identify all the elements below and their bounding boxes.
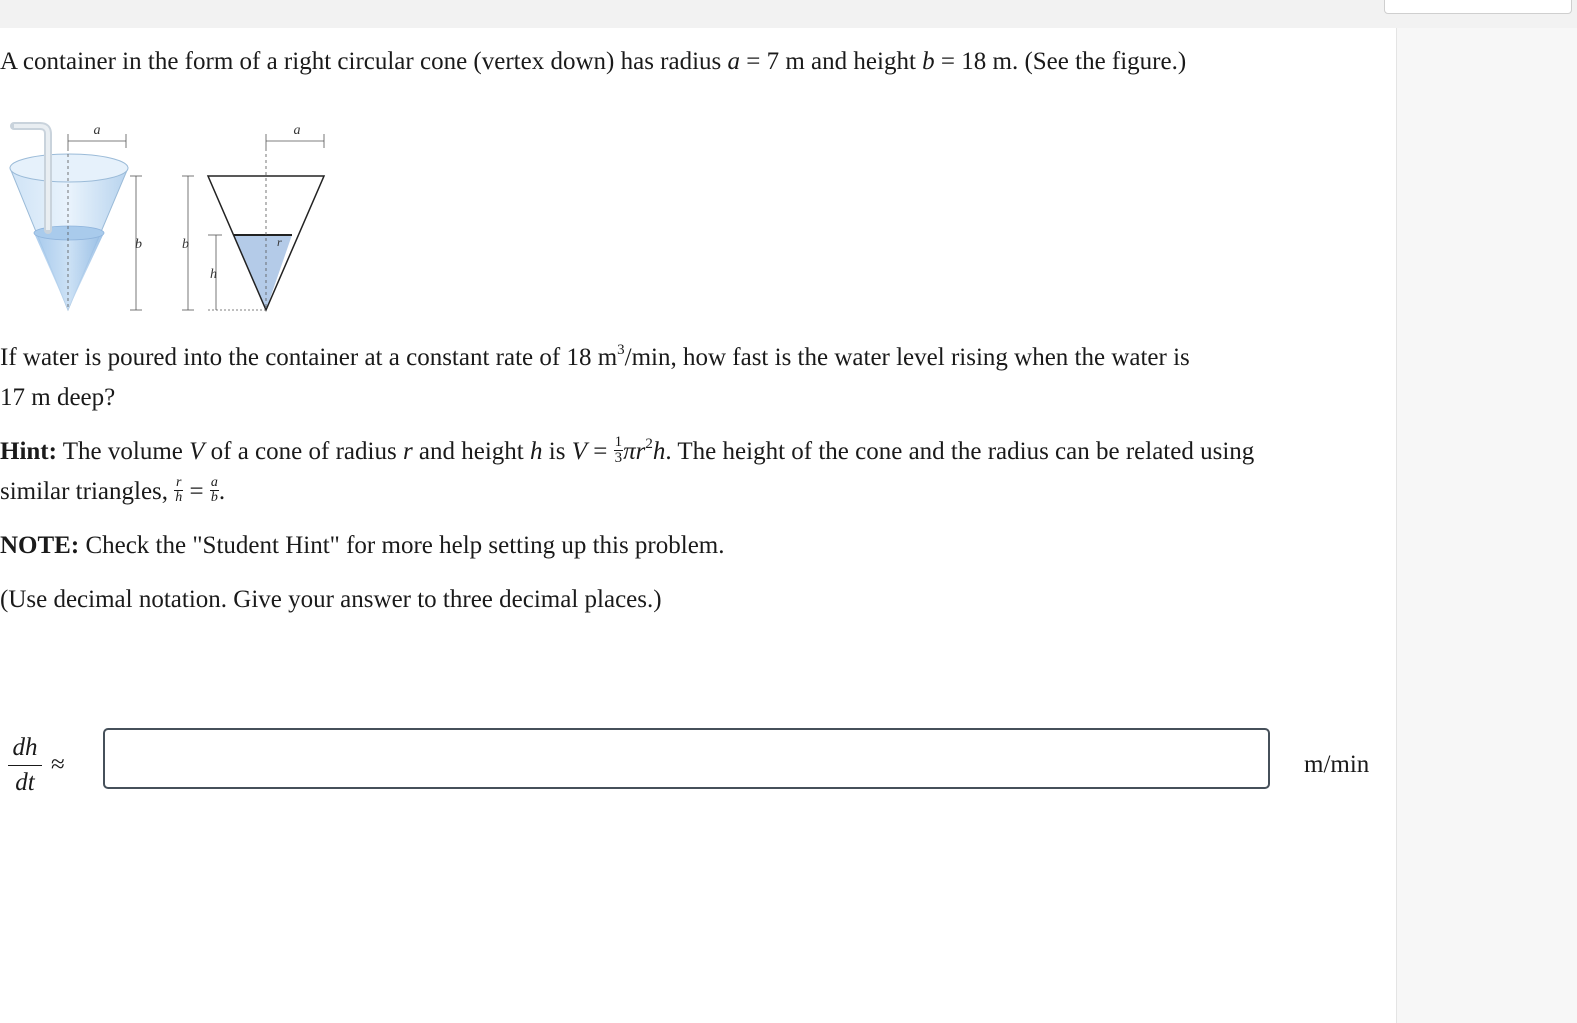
instruction-text: (Use decimal notation. Give your answer to three decimal places.) xyxy=(0,586,662,613)
question-line-2: 17 m deep? xyxy=(0,384,116,411)
problem-intro: A container in the form of a right circular cone (vertex down) has radius a = 7 m and height b = 18 m. (See the figure.) xyxy=(0,48,1187,75)
top-bar xyxy=(0,0,1577,28)
hint-line-1: Hint: The volume V of a cone of radius r and height h is V = $\frac{1}{3}$ $\pi r^2h$. The height of the cone and the radius can be related using xyxy=(0,433,1255,466)
top-tab[interactable] xyxy=(1384,0,1572,14)
label-b-right: b xyxy=(182,237,189,252)
fraction-a-over-b: $\frac{a}{b}$ xyxy=(210,474,218,505)
left-cone-drawing xyxy=(10,123,142,310)
label-h: h xyxy=(210,267,217,282)
label-a-left: a xyxy=(93,123,101,138)
derivative-label: $\frac{dh}{dt}$ xyxy=(8,735,42,796)
unit-label: m/min xyxy=(1304,751,1370,778)
hint-line-2: similar triangles, $\frac{r}{h}$ = $\frac{a}{b}$ . xyxy=(0,474,226,505)
right-cone-diagram xyxy=(182,123,324,310)
label-b-left: b xyxy=(135,237,142,252)
side-panel xyxy=(1396,28,1577,1023)
cone-figure xyxy=(4,118,334,318)
fraction-r-over-h: $\frac{r}{h}$ xyxy=(175,474,183,505)
label-a-right: a xyxy=(293,123,301,138)
label-r: r xyxy=(277,235,282,249)
note-text: NOTE: Check the "Student Hint" for more help setting up this problem. xyxy=(0,532,725,559)
question-line-1: If water is poured into the container at a constant rate of 18 $m^3/\min$, how fast is the water level rising when the water is xyxy=(0,341,1190,371)
answer-input[interactable] xyxy=(103,728,1270,789)
fraction-one-third: $\frac{1}{3}$ xyxy=(614,433,623,466)
approx-symbol: ≈ xyxy=(51,751,65,778)
